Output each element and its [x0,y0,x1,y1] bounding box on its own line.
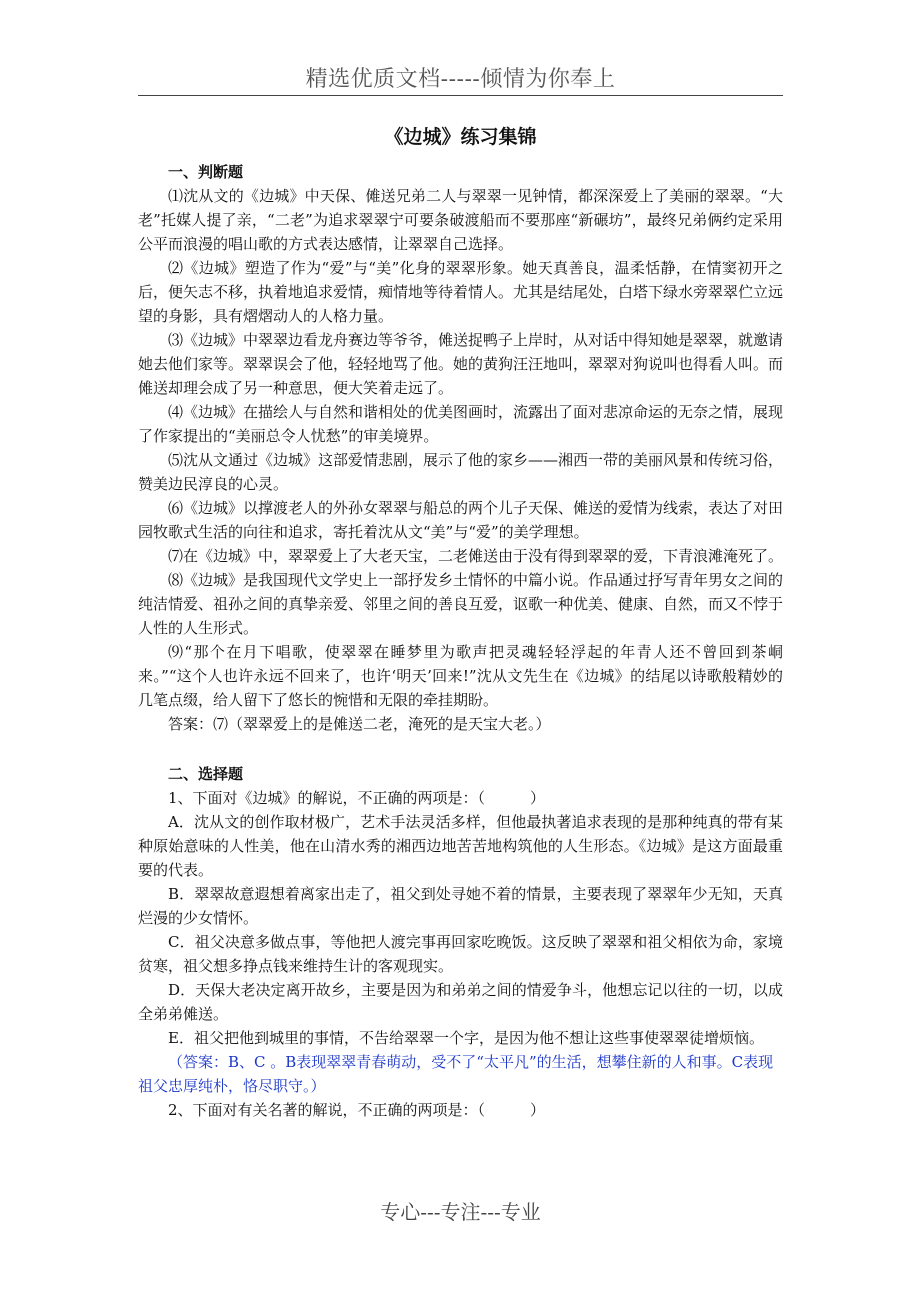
question-1-option-a: A．沈从文的创作取材极广，艺术手法灵活多样，但他最执著追求表现的是那种纯真的带有某种原始意味的人性美，他在山清水秀的湘西边地苦苦地构筑他的人生形态。《边城》是这方面最重要的代表。 [138,813,783,879]
judgment-item-4: ⑷《边城》在描绘人与自然和谐相处的优美图画时，流露出了面对悲凉命运的无奈之情，展现了作家提出的“美丽总令人忧愁”的审美境界。 [138,403,784,445]
header-divider [138,95,783,96]
judgment-item-9: ⑼“那个在月下唱歌，使翠翠在睡梦里为歌声把灵魂轻轻浮起的年青人还不曾回到茶峒来。”“这个人也许永远不回来了，也许‘明天’回来!”沈从文先生在《边城》的结尾以诗歌般精妙的几笔点缀，给人留下了悠长的惋惜和无限的牵挂期盼。 [138,643,783,709]
judgment-item-3: ⑶《边城》中翠翠边看龙舟赛边等爷爷，傩送捉鸭子上岸时，从对话中得知她是翠翠，就邀请她去他们家等。翠翠误会了他，轻轻地骂了他。她的黄狗汪汪地叫，翠翠对狗说叫也得看人叫。而傩送却理会成了另一种意思，便大笑着走远了。 [138,331,784,397]
question-1-stem: 1、下面对《边城》的解说，不正确的两项是：（ ） [168,789,546,807]
question-1-option-b: B．翠翠故意遐想着离家出走了，祖父到处寻她不着的情景，主要表现了翠翠年少无知，天真烂漫的少女情怀。 [138,885,783,927]
question-1-option-d: D．天保大老决定离开故乡，主要是因为和弟弟之间的情爱争斗，他想忘记以往的一切，以成全弟弟傩送。 [138,981,783,1023]
document-body [138,160,783,1122]
page-footer: 专心---专注---专业 [380,1200,541,1224]
section-heading-judgment: 一、判断题 [168,163,244,181]
page-header: 精选优质文档-----倾情为你奉上 [305,67,616,92]
section-heading-choice: 二、选择题 [168,765,244,783]
section-spacer [138,736,783,762]
judgment-answer: 答案：⑺（翠翠爱上的是傩送二老，淹死的是天宝大老。） [168,715,551,733]
document-title: 《边城》练习集锦 [384,126,537,148]
question-1-answer: （答案：B、C 。B表现翠翠青春萌动，受不了“太平凡”的生活，想攀住新的人和事。C表现祖父忠厚纯朴，恪尽职守。） [138,1053,774,1095]
judgment-item-5: ⑸沈从文通过《边城》这部爱情悲剧，展示了他的家乡——湘西一带的美丽风景和传统习俗，赞美边民淳良的心灵。 [138,451,784,493]
question-2-stem: 2、下面对有关名著的解说，不正确的两项是：（ ） [168,1101,546,1119]
question-1-option-e: E．祖父把他到城里的事情，不告给翠翠一个字，是因为他不想让这些事使翠翠徒增烦恼。 [168,1029,764,1047]
question-1-option-c: C．祖父决意多做点事，等他把人渡完事再回家吃晚饭。这反映了翠翠和祖父相依为命，家境贫寒，祖父想多挣点钱来维持生计的客观现实。 [138,933,783,975]
judgment-item-2: ⑵《边城》塑造了作为“爱”与“美”化身的翠翠形象。她天真善良，温柔恬静，在情窦初开之后，便矢志不移，执着地追求爱情，痴情地等待着情人。尤其是结尾处，白塔下绿水旁翠翠伫立远望的身影，具有熠熠动人的人格力量。 [138,259,784,325]
judgment-item-6: ⑹《边城》以撑渡老人的外孙女翠翠与船总的两个儿子天保、傩送的爱情为线索，表达了对田园牧歌式生活的向往和追求，寄托着沈从文“美”与“爱”的美学理想。 [138,499,784,541]
judgment-item-7: ⑺在《边城》中，翠翠爱上了大老天宝，二老傩送由于没有得到翠翠的爱，下青浪滩淹死了。 [168,547,784,565]
judgment-item-8: ⑻《边城》是我国现代文学史上一部抒发乡土情怀的中篇小说。作品通过抒写青年男女之间的纯洁情爱、祖孙之间的真挚亲爱、邻里之间的善良互爱，讴歌一种优美、健康、自然，而又不悖于人性的人生形式。 [138,571,784,637]
judgment-item-1: ⑴沈从文的《边城》中天保、傩送兄弟二人与翠翠一见钟情，都深深爱上了美丽的翠翠。“大老”托媒人提了亲，“二老”为追求翠翠宁可要条破渡船而不要那座“新碾坊”，最终兄弟俩约定采用公平而浪漫的唱山歌的方式表达感情，让翠翠自己选择。 [138,187,783,253]
